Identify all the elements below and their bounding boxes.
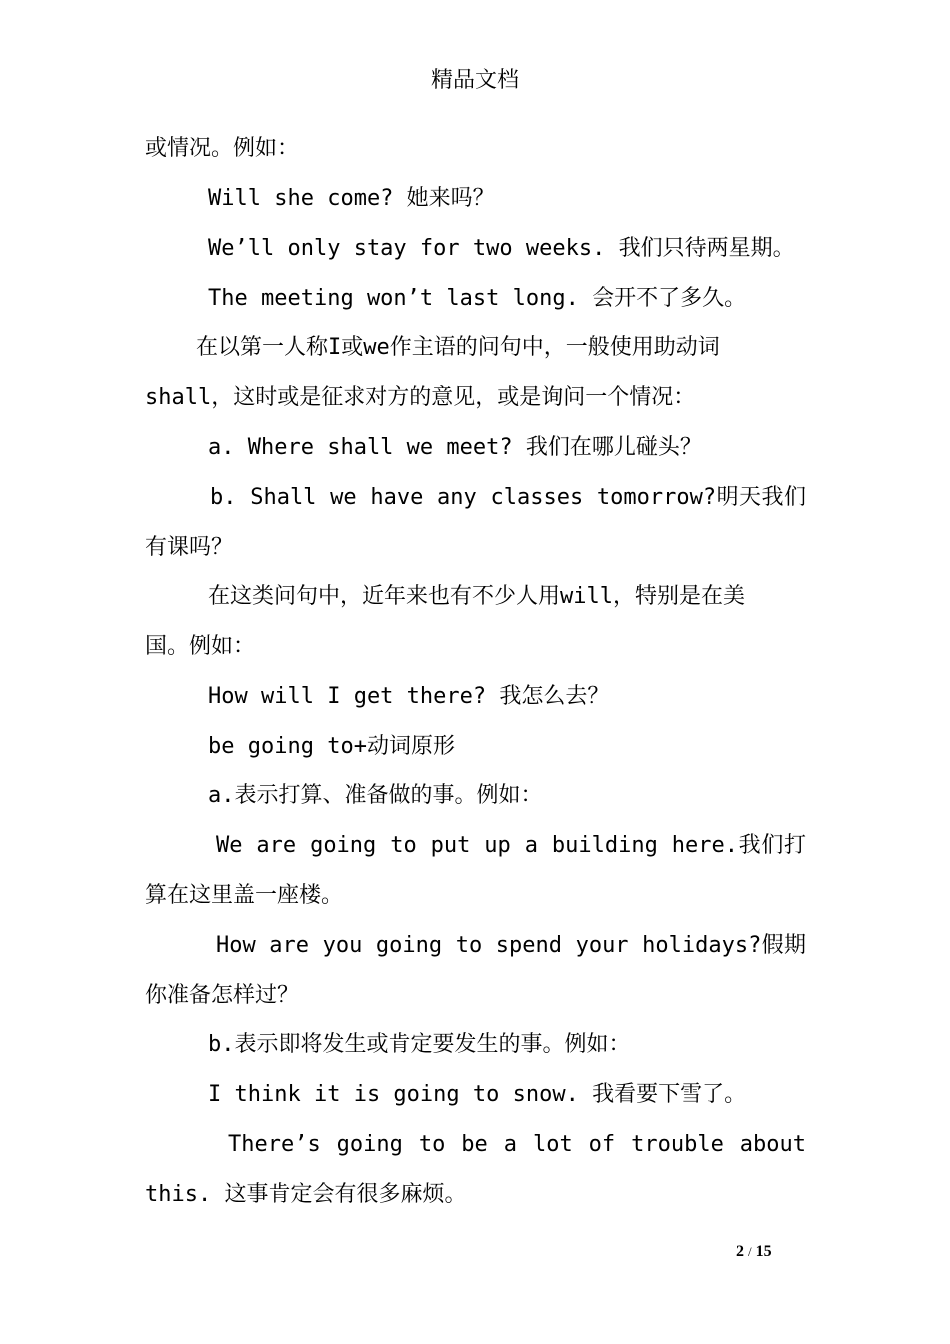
text-line: a. Where shall we meet? 我们在哪儿碰头？	[208, 435, 702, 460]
text-line: 在这类问句中，近年来也有不少人用will，特别是在美	[208, 584, 745, 609]
page-header-title: 精品文档	[430, 68, 519, 93]
text-line: The meeting won’t last long. 会开不了多久。	[208, 286, 747, 311]
text-line: Will she come? 她来吗？	[208, 186, 495, 211]
text-line: 国。例如：	[145, 634, 256, 659]
text-line: How are you going to spend your holidays?假期	[216, 933, 806, 958]
text-line: 或情况。例如：	[145, 136, 300, 161]
page-number	[736, 1242, 772, 1262]
text-line: How will I get there? 我怎么去？	[208, 684, 610, 709]
text-line: 算在这里盖一座楼。	[145, 883, 344, 908]
current-page-number: 2	[736, 1243, 744, 1260]
text-line: 你准备怎样过？	[145, 983, 300, 1008]
total-pages-number: 15	[755, 1243, 772, 1260]
text-line: shall，这时或是征求对方的意见，或是询问一个情况：	[145, 385, 696, 410]
text-line: be going to+动词原形	[208, 734, 455, 759]
text-line: 有课吗？	[145, 535, 234, 560]
text-line: I think it is going to snow. 我看要下雪了。	[208, 1082, 747, 1107]
page-number-separator: /	[748, 1244, 752, 1259]
text-line: b.表示即将发生或肯定要发生的事。例如：	[208, 1032, 631, 1057]
text-line: We are going to put up a building here.我们打	[216, 833, 806, 858]
text-line: 在以第一人称I或we作主语的问句中，一般使用助动词	[196, 335, 720, 360]
text-line: There’s going to be a lot of trouble about	[228, 1132, 806, 1157]
text-line: this. 这事肯定会有很多麻烦。	[145, 1182, 467, 1207]
text-line: b. Shall we have any classes tomorrow?明天我们	[210, 485, 806, 510]
text-line: a.表示打算、准备做的事。例如：	[208, 783, 543, 808]
text-line: We’ll only stay for two weeks. 我们只待两星期。	[208, 236, 795, 261]
